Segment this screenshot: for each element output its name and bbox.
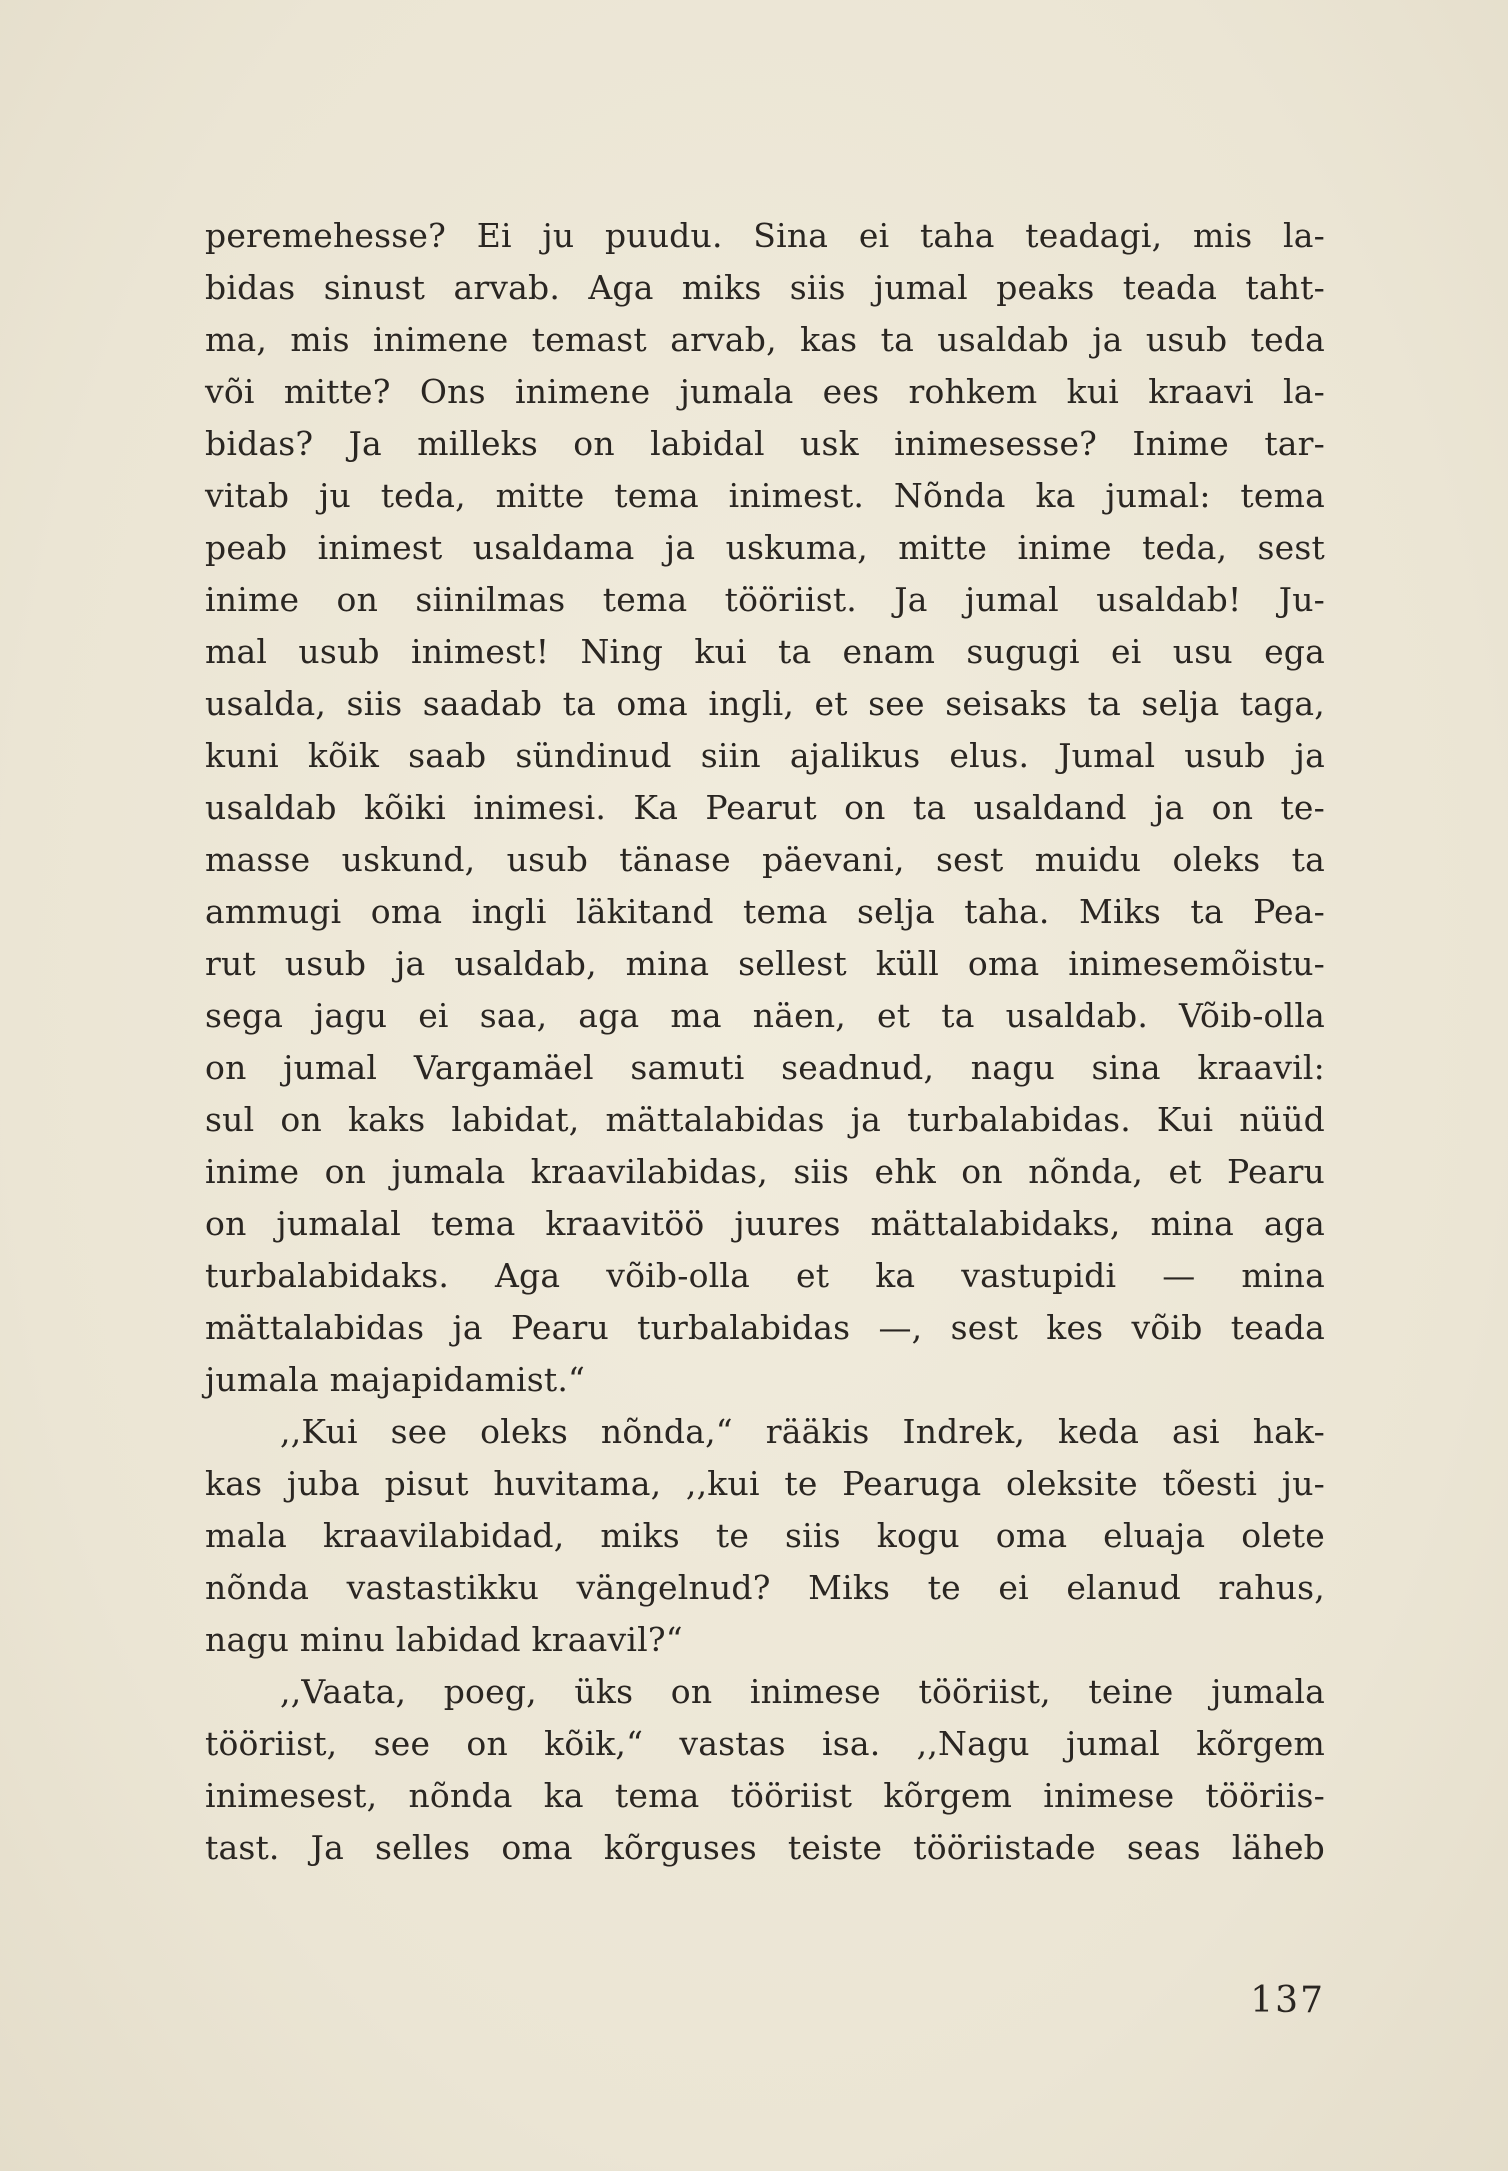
text-line: peab inimest usaldama ja uskuma, mitte inime teda, sest xyxy=(205,528,1325,567)
text-line: peremehesse? Ei ju puudu. Sina ei taha teadagi, mis la- xyxy=(205,216,1325,255)
text-line: mal usub inimest! Ning kui ta enam sugugi ei usu ega xyxy=(205,632,1325,671)
text-line: ,,Vaata, poeg, üks on inimese tööriist, teine jumala xyxy=(280,1672,1325,1711)
page-number: 137 xyxy=(1250,1980,1325,2021)
text-line: vitab ju teda, mitte tema inimest. Nõnda ka jumal: tema xyxy=(205,476,1325,515)
text-line: ,,Kui see oleks nõnda,“ rääkis Indrek, keda asi hak- xyxy=(280,1412,1325,1451)
text-line: nõnda vastastikku vängelnud? Miks te ei elanud rahus, xyxy=(205,1568,1325,1607)
text-line: ammugi oma ingli läkitand tema selja taha. Miks ta Pea- xyxy=(205,892,1325,931)
text-line: nagu minu labidad kraavil?“ xyxy=(205,1620,683,1659)
text-line: masse uskund, usub tänase päevani, sest muidu oleks ta xyxy=(205,840,1325,879)
text-line: mala kraavilabidad, miks te siis kogu oma eluaja olete xyxy=(205,1516,1325,1555)
text-line: inimesest, nõnda ka tema tööriist kõrgem inimese tööriis- xyxy=(205,1776,1325,1815)
text-line: mättalabidas ja Pearu turbalabidas —, sest kes võib teada xyxy=(205,1308,1325,1347)
text-line: tast. Ja selles oma kõrguses teiste tööriistade seas läheb xyxy=(205,1828,1325,1867)
body-text xyxy=(205,210,1325,1874)
text-line: usalda, siis saadab ta oma ingli, et see seisaks ta selja taga, xyxy=(205,684,1325,723)
text-line: bidas sinust arvab. Aga miks siis jumal peaks teada taht- xyxy=(205,268,1325,307)
text-line: jumala majapidamist.“ xyxy=(205,1360,586,1399)
text-line: kas juba pisut huvitama, ,,kui te Pearuga oleksite tõesti ju- xyxy=(205,1464,1325,1503)
text-line: turbalabidaks. Aga võib-olla et ka vastupidi — mina xyxy=(205,1256,1325,1295)
text-line: inime on siinilmas tema tööriist. Ja jumal usaldab! Ju- xyxy=(205,580,1325,619)
text-line: bidas? Ja milleks on labidal usk inimesesse? Inime tar- xyxy=(205,424,1325,463)
text-line: kuni kõik saab sündinud siin ajalikus elus. Jumal usub ja xyxy=(205,736,1325,775)
text-line: tööriist, see on kõik,“ vastas isa. ,,Nagu jumal kõrgem xyxy=(205,1724,1325,1763)
text-line: rut usub ja usaldab, mina sellest küll oma inimesemõistu- xyxy=(205,944,1325,983)
text-line: on jumalal tema kraavitöö juures mättalabidaks, mina aga xyxy=(205,1204,1325,1243)
text-line: on jumal Vargamäel samuti seadnud, nagu sina kraavil: xyxy=(205,1048,1325,1087)
text-line: sega jagu ei saa, aga ma näen, et ta usaldab. Võib-olla xyxy=(205,996,1325,1035)
text-line: ma, mis inimene temast arvab, kas ta usaldab ja usub teda xyxy=(205,320,1325,359)
text-line: inime on jumala kraavilabidas, siis ehk on nõnda, et Pearu xyxy=(205,1152,1325,1191)
text-line: usaldab kõiki inimesi. Ka Pearut on ta usaldand ja on te- xyxy=(205,788,1325,827)
text-line: või mitte? Ons inimene jumala ees rohkem kui kraavi la- xyxy=(205,372,1325,411)
text-line: sul on kaks labidat, mättalabidas ja turbalabidas. Kui nüüd xyxy=(205,1100,1325,1139)
